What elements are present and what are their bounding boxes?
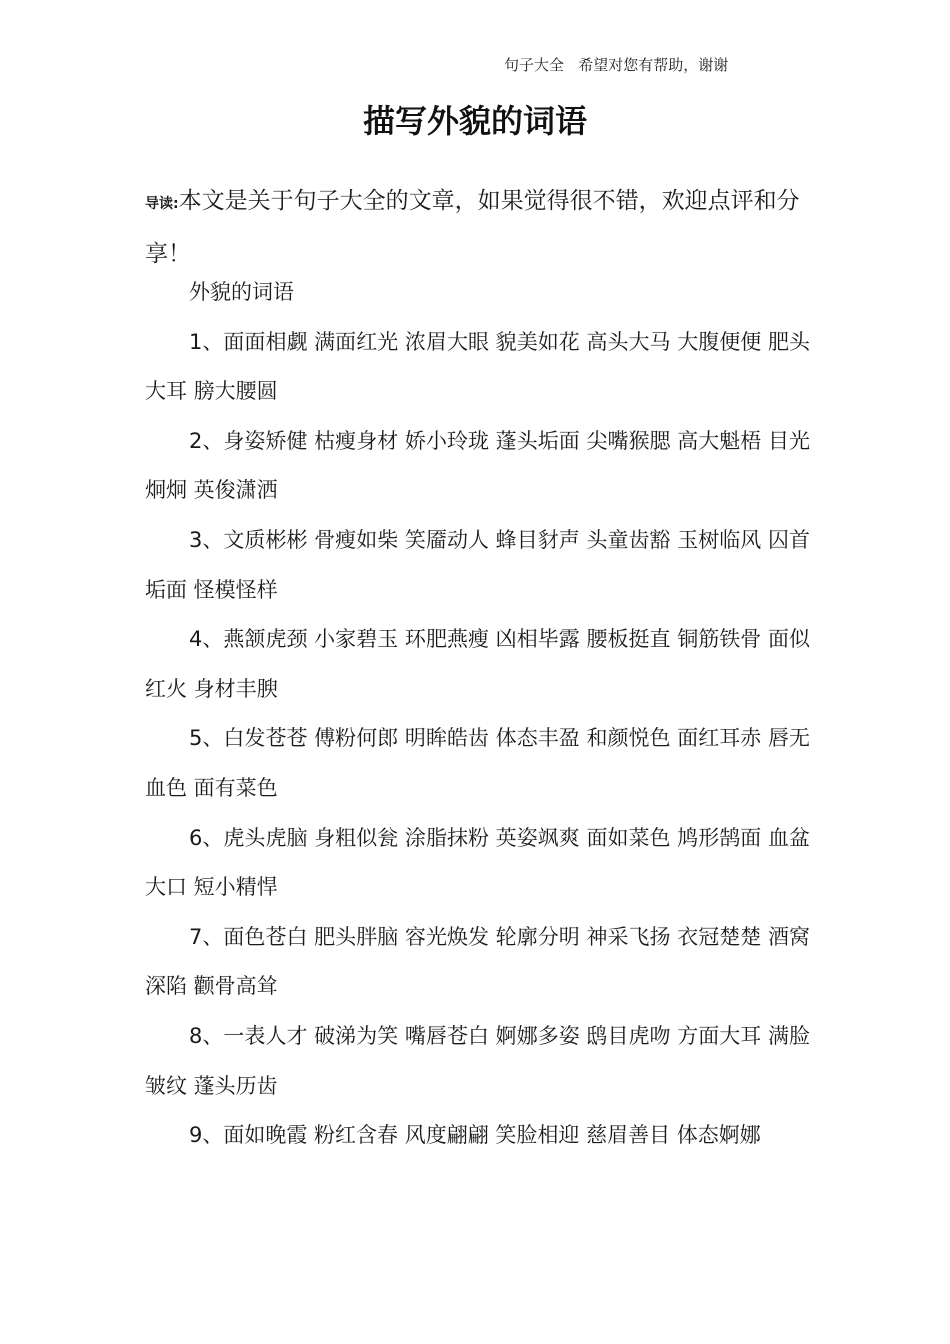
intro-text: 本文是关于句子大全的文章，如果觉得很不错，欢迎点评和分享！ xyxy=(145,188,800,267)
list-item xyxy=(145,318,810,417)
item-number: 6、 xyxy=(189,825,224,850)
item-number: 9、 xyxy=(189,1123,224,1148)
item-text: 面面相觑 满面红光 浓眉大眼 貌美如花 高头大马 大腹便便 肥头大耳 膀大腰圆 xyxy=(145,329,810,404)
list-item xyxy=(145,814,810,913)
item-number: 1、 xyxy=(189,329,224,354)
item-text: 面如晚霞 粉红含春 风度翩翩 笑脸相迎 慈眉善目 体态婀娜 xyxy=(223,1123,761,1148)
item-text: 身姿矫健 枯瘦身材 娇小玲珑 蓬头垢面 尖嘴猴腮 高大魁梧 目光炯炯 英俊潇洒 xyxy=(145,428,810,503)
item-text: 白发苍苍 傅粉何郎 明眸皓齿 体态丰盈 和颜悦色 面红耳赤 唇无血色 面有菜色 xyxy=(145,726,810,800)
list-item xyxy=(145,516,810,615)
list-item xyxy=(145,417,810,516)
item-number: 4、 xyxy=(189,627,224,652)
item-text: 面色苍白 肥头胖脑 容光焕发 轮廓分明 神采飞扬 衣冠楚楚 酒窝深陷 颧骨高耸 xyxy=(145,924,810,999)
item-text: 虎头虎脑 身粗似瓮 涂脂抹粉 英姿飒爽 面如菜色 鸠形鹄面 血盆大口 短小精悍 xyxy=(145,825,810,900)
item-text: 一表人才 破涕为笑 嘴唇苍白 婀娜多姿 鸱目虎吻 方面大耳 满脸皱纹 蓬头历齿 xyxy=(145,1023,810,1098)
list-item xyxy=(145,1012,810,1111)
list-item xyxy=(145,714,810,813)
item-text: 文质彬彬 骨瘦如柴 笑靥动人 蜂目豺声 头童齿豁 玉树临风 囚首垢面 怪模怪样 xyxy=(145,527,810,602)
item-number: 8、 xyxy=(189,1023,224,1048)
document-body xyxy=(145,268,810,1161)
item-number: 3、 xyxy=(189,527,224,552)
item-text: 燕颔虎颈 小家碧玉 环肥燕瘦 凶相毕露 腰板挺直 铜筋铁骨 面似红火 身材丰腴 xyxy=(145,627,810,701)
list-item xyxy=(145,615,810,714)
section-heading: 外貌的词语 xyxy=(189,280,294,304)
item-number: 7、 xyxy=(189,924,224,949)
header-note: 句子大全 希望对您有帮助，谢谢 xyxy=(504,56,729,74)
intro-paragraph xyxy=(145,176,810,279)
item-number: 2、 xyxy=(189,428,224,453)
intro-label: 导读: xyxy=(145,196,179,212)
item-number: 5、 xyxy=(189,726,224,751)
list-item xyxy=(145,913,810,1012)
list-item xyxy=(145,1111,810,1161)
document-title: 描写外貌的词语 xyxy=(362,102,587,140)
